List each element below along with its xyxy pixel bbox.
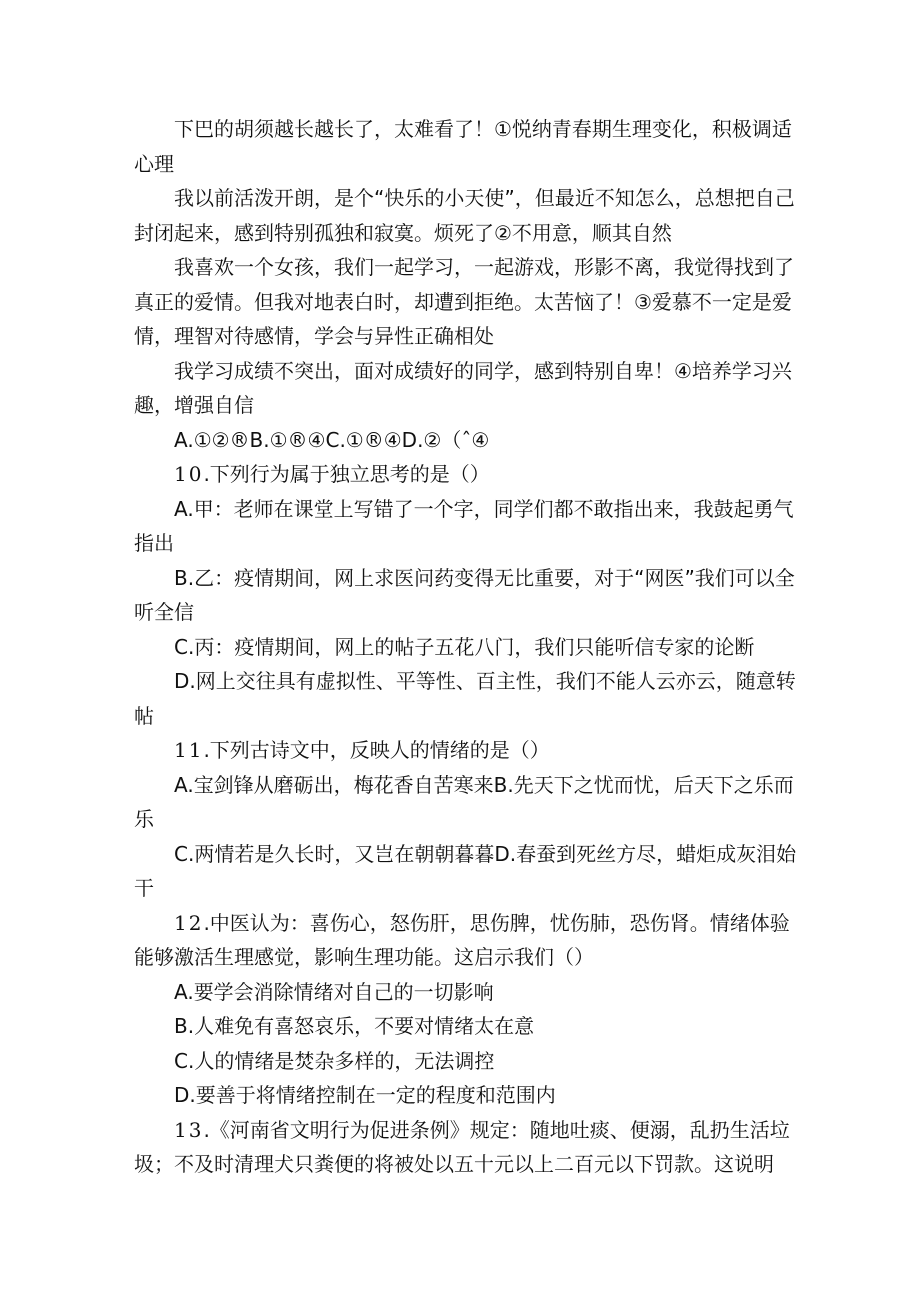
question-text: .下列古诗文中，反映人的情绪的是（） bbox=[203, 738, 550, 762]
option-a-b: A.宝剑锋从磨砺出，梅花香自苦寒来B.先天下之忧而忧，后天下之乐而乐 bbox=[134, 772, 794, 831]
question-13 bbox=[134, 1113, 800, 1182]
question-text: .下列行为属于独立思考的是（） bbox=[203, 462, 490, 486]
option-c-d: C.两情若是久长时，又岂在朝朝暮暮D.春蚕到死丝方尽，蜡炬成灰泪始干 bbox=[134, 841, 797, 900]
case-1: 下巴的胡须越长越长了，太难看了！①悦纳青春期生理变化，积极调适心理 bbox=[134, 117, 792, 176]
question-13-stem bbox=[134, 1113, 800, 1182]
question-12-stem bbox=[134, 906, 800, 975]
question-12 bbox=[134, 906, 800, 1113]
option-a: A.甲：老师在课堂上写错了一个字，同学们都不敢指出来，我鼓起勇气指出 bbox=[134, 496, 794, 555]
question-11 bbox=[134, 733, 800, 906]
option-d: D.网上交往具有虚拟性、平等性、百主性，我们不能人云亦云，随意转帖 bbox=[134, 669, 796, 728]
question-number: 10 bbox=[174, 462, 204, 486]
question-11-stem bbox=[134, 733, 800, 768]
question-10-stem bbox=[134, 457, 800, 492]
question-number: 11 bbox=[174, 738, 204, 762]
case-4: 我学习成绩不突出，面对成绩好的同学，感到特别自卑！④培养学习兴趣，增强自信 bbox=[134, 358, 792, 417]
option-d: D.要善于将情绪控制在一定的程度和范围内 bbox=[174, 1083, 556, 1107]
question-text: .中医认为：喜伤心，怒伤肝，思伤脾，忧伤肺，恐伤肾。情绪体验能够激活生理感觉，影响生理功能。这启示我们（） bbox=[134, 910, 790, 969]
question-text: .《河南省文明行为促进条例》规定：随地吐痰、便溺，乱扔生活垃圾；不及时清理犬只粪便的将被处以五十元以上二百元以下罚款。这说明 bbox=[134, 1117, 790, 1176]
question-number: 12 bbox=[174, 910, 204, 935]
option-b: B.人难免有喜怒哀乐，不要对情绪太在意 bbox=[174, 1014, 535, 1038]
option-b: B.乙：疫情期间，网上求医问药变得无比重要，对于“网医”我们可以全听全信 bbox=[134, 565, 795, 624]
question-10 bbox=[134, 457, 800, 733]
option-a: A.要学会消除情绪对自己的一切影响 bbox=[174, 979, 494, 1004]
case-2: 我以前活泼开朗，是个“快乐的小天使”，但最近不知怎么，总想把自己封闭起来，感到特别孤独和寂寞。烦死了②不用意，顺其自然 bbox=[134, 186, 795, 245]
question-number: 13 bbox=[174, 1117, 204, 1142]
option-c: C.人的情绪是焚杂多样的，无法调控 bbox=[174, 1048, 495, 1073]
case-3: 我喜欢一个女孩，我们一起学习，一起游戏，形影不离，我觉得找到了真正的爱情。但我对地表白时，却遭到拒绝。太苦恼了！③爱慕不一定是爱情，理智对待感情，学会与异性正确相处 bbox=[134, 255, 794, 348]
option-c: C.丙：疫情期间，网上的帖子五花八门，我们只能听信专家的论断 bbox=[174, 634, 755, 659]
question-9-options: A.①②®B.①®④C.①®④D.②（ˆ④ bbox=[174, 427, 490, 452]
question-9-cases bbox=[134, 112, 800, 457]
